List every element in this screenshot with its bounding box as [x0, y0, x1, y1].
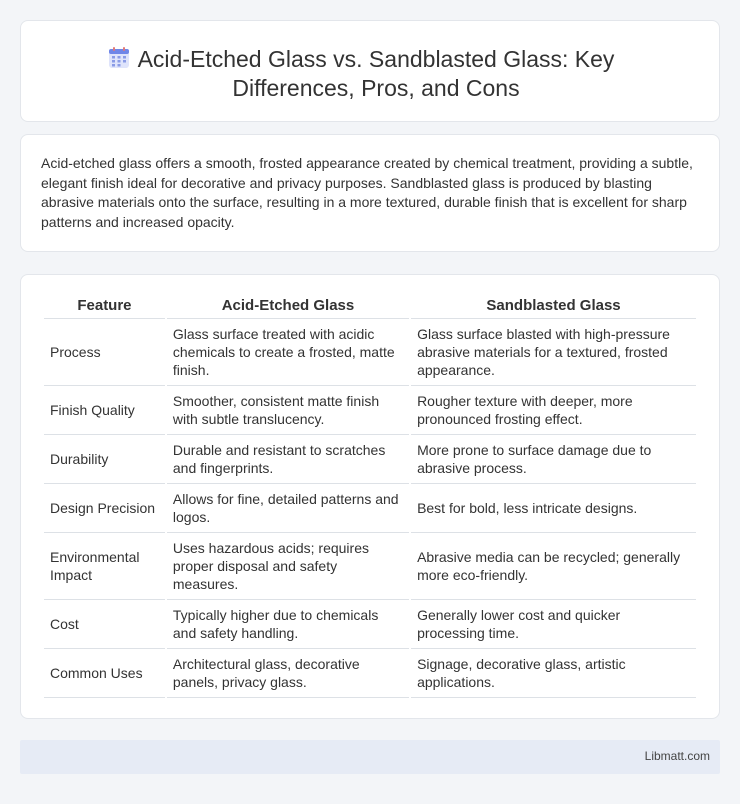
- table-header-row: [44, 297, 696, 319]
- footer-brand-link[interactable]: Libmatt.com: [644, 749, 710, 763]
- feature-cell: Common Uses: [44, 649, 165, 698]
- feature-cell: Design Precision: [44, 484, 165, 533]
- sand-cell: Generally lower cost and quicker processing time.: [411, 600, 696, 649]
- sand-cell: Glass surface blasted with high-pressure abrasive materials for a textured, frosted appearance.: [411, 319, 696, 386]
- page-title: Acid-Etched Glass vs. Sandblasted Glass: Key Differences, Pros, and Cons: [137, 46, 615, 101]
- feature-cell: Finish Quality: [44, 386, 165, 435]
- table-row: [44, 386, 696, 435]
- table-row: [44, 435, 696, 484]
- acid-cell: Uses hazardous acids; requires proper disposal and safety measures.: [167, 533, 409, 600]
- acid-cell: Smoother, consistent matte finish with subtle translucency.: [167, 386, 409, 435]
- sand-cell: Signage, decorative glass, artistic applications.: [411, 649, 696, 698]
- comparison-card: [20, 274, 720, 719]
- feature-cell: Environmental Impact: [44, 533, 165, 600]
- title-card: [20, 20, 720, 122]
- table-row: [44, 600, 696, 649]
- sand-cell: Best for bold, less intricate designs.: [411, 484, 696, 533]
- sand-cell: More prone to surface damage due to abrasive process.: [411, 435, 696, 484]
- sand-cell: Rougher texture with deeper, more pronounced frosting effect.: [411, 386, 696, 435]
- feature-cell: Durability: [44, 435, 165, 484]
- table-row: [44, 533, 696, 600]
- intro-paragraph: Acid-etched glass offers a smooth, frosted appearance created by chemical treatment, providing a subtle, elegant finish ideal for decorative and privacy purposes. Sandblasted glass is produced by blasting abrasive materials onto the surface, resulting in a more textured, durable finish that is excellent for sharp patterns and increased opacity.: [41, 155, 693, 230]
- column-header-acid: Acid-Etched Glass: [167, 297, 409, 319]
- table-row: [44, 319, 696, 386]
- acid-cell: Allows for fine, detailed patterns and logos.: [167, 484, 409, 533]
- sand-cell: Abrasive media can be recycled; generally more eco-friendly.: [411, 533, 696, 600]
- comparison-table: [42, 297, 698, 698]
- acid-cell: Durable and resistant to scratches and fingerprints.: [167, 435, 409, 484]
- column-header-sand: Sandblasted Glass: [411, 297, 696, 319]
- acid-cell: Glass surface treated with acidic chemicals to create a frosted, matte finish.: [167, 319, 409, 386]
- table-row: [44, 649, 696, 698]
- acid-cell: Typically higher due to chemicals and safety handling.: [167, 600, 409, 649]
- column-header-feature: Feature: [44, 297, 165, 319]
- table-row: [44, 484, 696, 533]
- feature-cell: Process: [44, 319, 165, 386]
- footer-bar: [20, 740, 720, 774]
- acid-cell: Architectural glass, decorative panels, privacy glass.: [167, 649, 409, 698]
- intro-card: [20, 134, 720, 252]
- feature-cell: Cost: [44, 600, 165, 649]
